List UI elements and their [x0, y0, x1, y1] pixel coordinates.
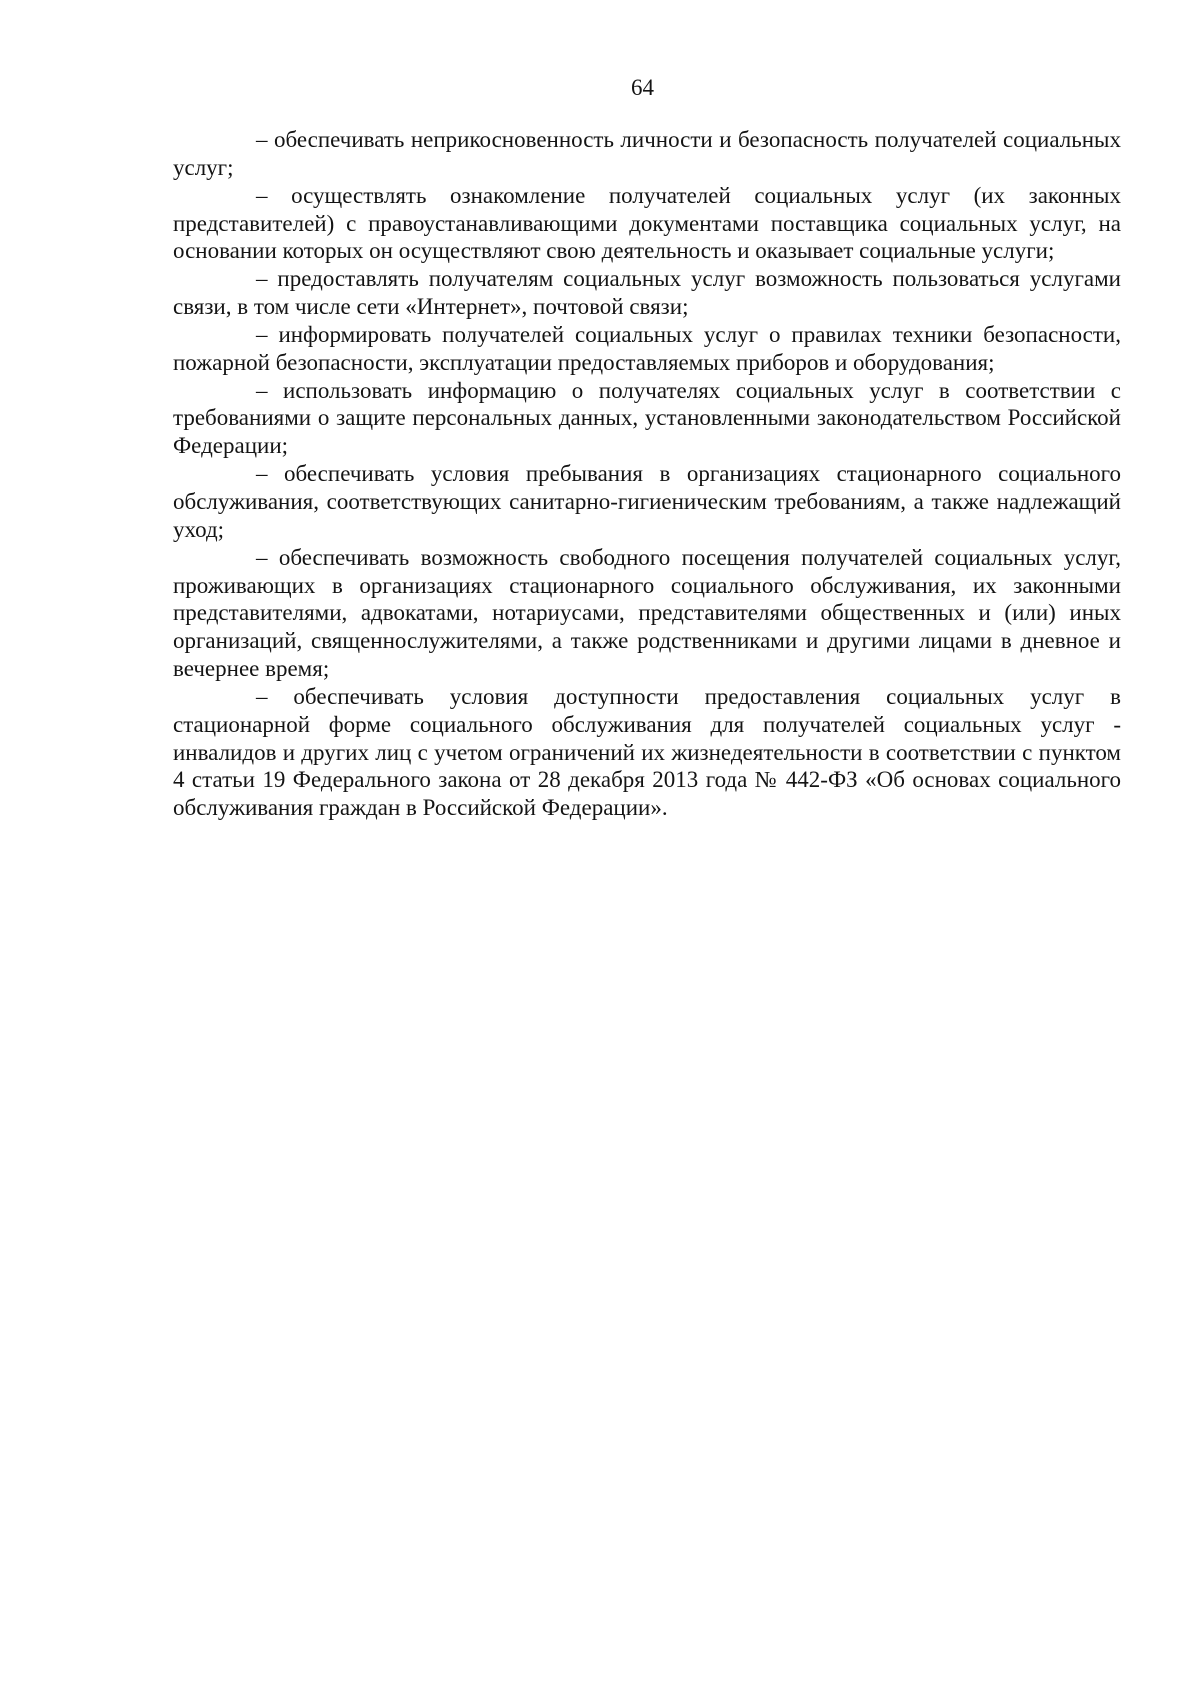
obligations-list — [173, 126, 1121, 822]
list-item: – обеспечивать условия пребывания в организациях стационарного социального обслуживания, соответствующих санитарно-гигиеническим требованиям, а также надлежащий уход; — [173, 461, 1121, 542]
list-item: – обеспечивать условия доступности предоставления социальных услуг в стационарной форме социального обслуживания для получателей социальных услуг - инвалидов и других лиц с учетом ограничений их жизнедеятельности в соответствии с пунктом 4 статьи 19 Федерального закона от 28 декабря 2013 года № 442-ФЗ «Об основах социального обслуживания граждан в Российской Федерации». — [173, 683, 1121, 821]
list-item: – осуществлять ознакомление получателей социальных услуг (их законных представителей) с правоустанавливающими документами поставщика социальных услуг, на основании которых он осуществляют свою деятельность и оказывает социальные услуги; — [173, 182, 1121, 264]
list-item: – информировать получателей социальных услуг о правилах техники безопасности, пожарной безопасности, эксплуатации предоставляемых приборов и оборудования; — [173, 321, 1121, 375]
list-item: – использовать информацию о получателях социальных услуг в соответствии с требованиями о защите персональных данных, установленными законодательством Российской Федерации; — [173, 377, 1121, 459]
list-item: – обеспечивать возможность свободного посещения получателей социальных услуг, проживающих в организациях стационарного социального обслуживания, их законными представителями, адвокатами, нотариусами, представителями общественных и (или) иных организаций, священнослужителями, а также родственниками и другими лицами в дневное и вечернее время; — [173, 544, 1121, 682]
page-number: 64 — [631, 75, 654, 100]
list-item: – предоставлять получателям социальных услуг возможность пользоваться услугами связи, в том числе сети «Интернет», почтовой связи; — [173, 266, 1121, 320]
list-item: – обеспечивать неприкосновенность личности и безопасность получателей социальных услуг; — [173, 127, 1121, 180]
